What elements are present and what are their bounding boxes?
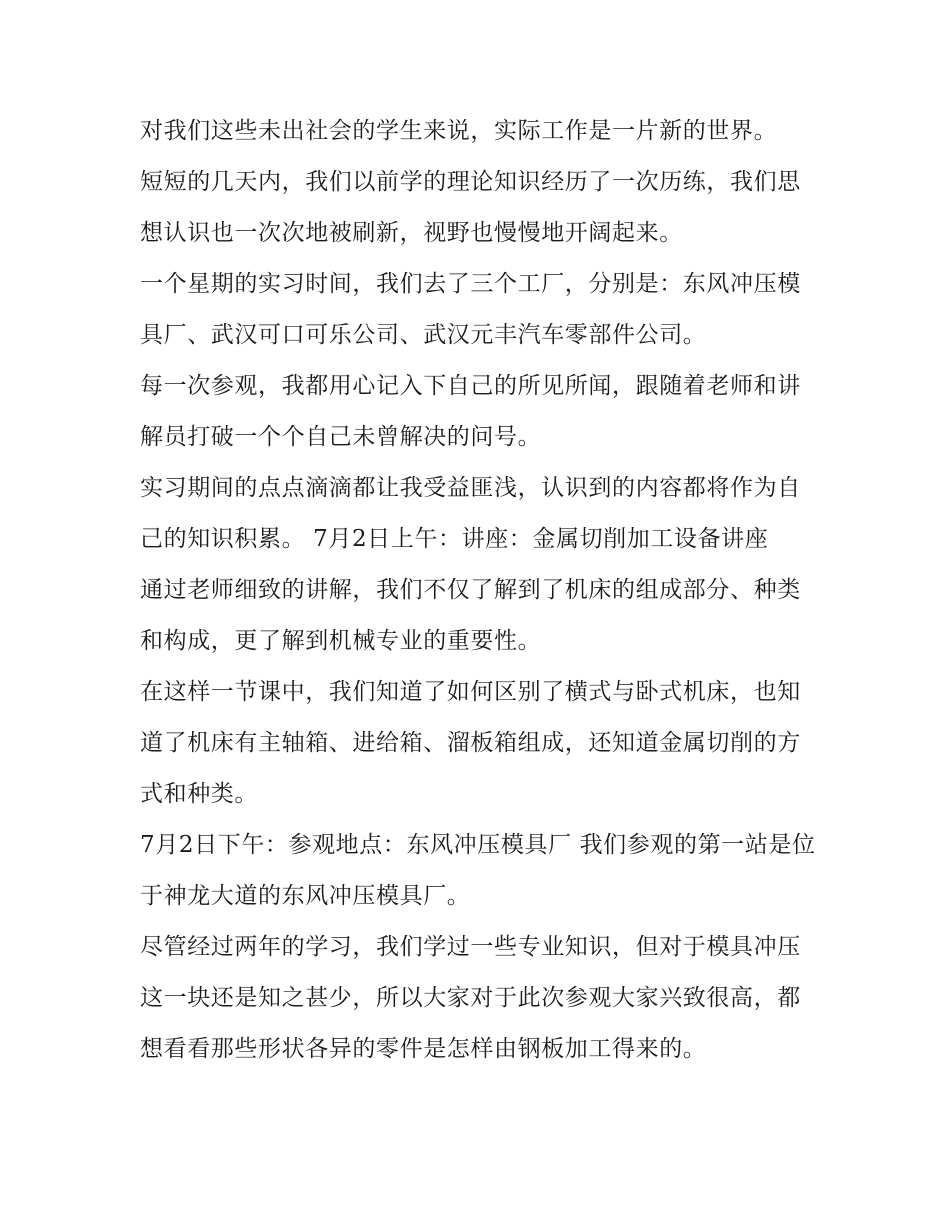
paragraph-3: 一个星期的实习时间，我们去了三个工厂，分别是：东风冲压模具厂、武汉可口可乐公司、武汉元丰汽车零部件公司。 — [140, 271, 801, 348]
paragraph-8: 7月2日下午：参观地点：东风冲压模具厂 我们参观的第一站是位于神龙大道的东风冲压模具厂。 — [140, 832, 816, 909]
paragraph-9: 尽管经过两年的学习，我们学过一些专业知识，但对于模具冲压这一块还是知之甚少，所以大家对于此次参观大家兴致很高，都想看看那些形状各异的零件是怎样由钢板加工得来的。 — [140, 934, 801, 1062]
paragraph-4: 每一次参观，我都用心记入下自己的所见所闻，跟随着老师和讲解员打破一个个自己未曾解决的问号。 — [140, 373, 801, 450]
paragraph-5: 实习期间的点点滴滴都让我受益匪浅，认识到的内容都将作为自己的知识积累。 7月2日上午：讲座：金属切削加工设备讲座 — [140, 475, 801, 552]
paragraph-1: 对我们这些未出社会的学生来说，实际工作是一片新的世界。 — [140, 118, 778, 144]
document-body — [140, 106, 816, 1075]
paragraph-6: 通过老师细致的讲解，我们不仅了解到了机床的组成部分、种类和构成，更了解到机械专业的重要性。 — [140, 577, 801, 654]
paragraph-2: 短短的几天内，我们以前学的理论知识经历了一次历练，我们思想认识也一次次地被刷新，视野也慢慢地开阔起来。 — [140, 169, 801, 246]
paragraph-7: 在这样一节课中，我们知道了如何区别了横式与卧式机床，也知道了机床有主轴箱、进给箱、溜板箱组成，还知道金属切削的方式和种类。 — [140, 679, 801, 807]
